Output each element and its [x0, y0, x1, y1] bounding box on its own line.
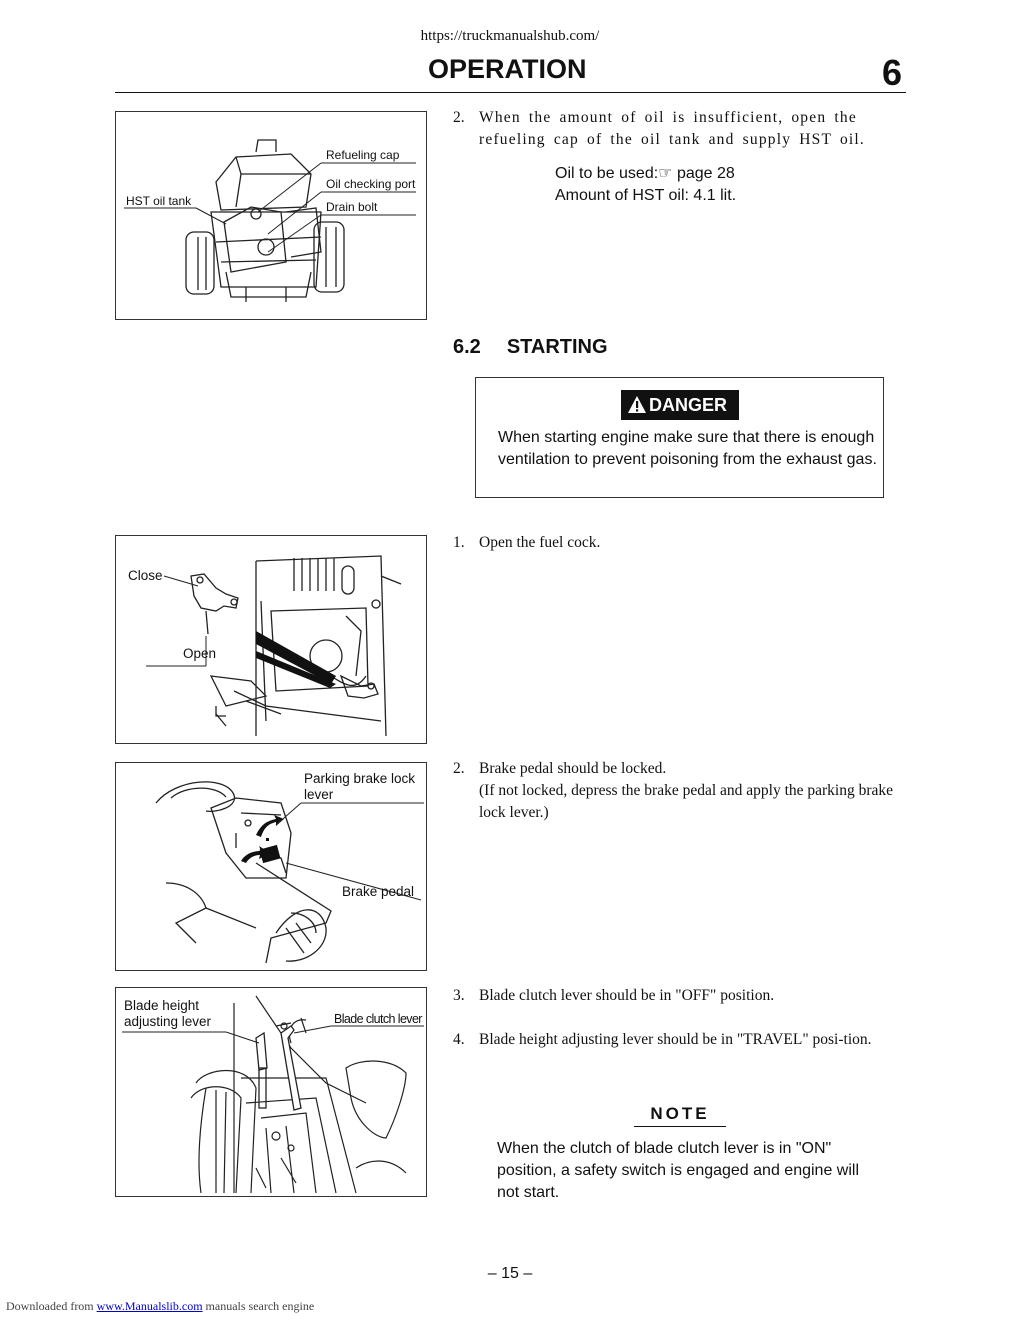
label-drain-bolt: Drain bolt: [326, 200, 378, 214]
section-number: 6.2: [453, 336, 481, 358]
step-text-block: [479, 758, 909, 824]
step-subtext: (If not locked, depress the brake pedal and apply the parking brake lock lever.): [479, 782, 894, 821]
note-heading: NOTE: [634, 1104, 726, 1127]
danger-label: [621, 390, 739, 420]
chapter-number: 6: [882, 52, 903, 93]
step-text: When the amount of oil is insufficient, open the refueling cap of the oil tank and supply HST oil.: [479, 109, 865, 148]
step-number: 2.: [453, 760, 465, 777]
source-url: https://truckmanualshub.com/: [420, 28, 600, 44]
label-brake-pedal: Brake pedal: [342, 884, 415, 899]
step-brake: [453, 758, 913, 828]
note-text: When the clutch of blade clutch lever is in "ON" position, a safety switch is engaged and engine will not start.: [497, 1140, 859, 1201]
step-number: 2.: [453, 109, 465, 126]
section-title: STARTING: [506, 336, 608, 358]
manualslib-link[interactable]: www.Manualslib.com: [96, 1299, 203, 1313]
label-open: Open: [183, 646, 217, 661]
step-blade-height: [453, 1029, 913, 1077]
oil-amount: Amount of HST oil: 4.1 lit.: [555, 187, 737, 204]
label-blade-height-adjusting-lever: Blade height adjusting lever: [124, 998, 212, 1029]
section-heading: [453, 336, 608, 359]
step-number: 1.: [453, 534, 465, 551]
label-parking-brake-lock-lever: Parking brake lock lever: [304, 771, 416, 802]
step-text: Blade clutch lever should be in "OFF" position.: [479, 987, 775, 1004]
step-number: 4.: [453, 1031, 465, 1048]
figure-fuel-cock: [115, 535, 427, 744]
page-number: – 15 –: [487, 1265, 533, 1282]
figure-blade-levers: [115, 987, 427, 1197]
step-text: Brake pedal should be locked.: [479, 760, 667, 777]
danger-label-text: DANGER: [649, 395, 728, 415]
hst-tank-illustration: [116, 112, 426, 319]
page-title: OPERATION: [428, 54, 587, 84]
oil-to-be-used: Oil to be used:☞ page 28: [555, 165, 735, 182]
step-text: Open the fuel cock.: [479, 534, 601, 551]
figure-parking-brake: [115, 762, 427, 971]
footer-suffix: manuals search engine: [205, 1299, 315, 1313]
step-text: Blade height adjusting lever should be in "TRAVEL" posi-tion.: [479, 1031, 872, 1048]
header-rule: [115, 92, 906, 93]
step-blade-clutch: [453, 985, 913, 1009]
step-number: 3.: [453, 987, 465, 1004]
label-hst-oil-tank: HST oil tank: [126, 194, 192, 208]
footer-prefix: Downloaded from: [6, 1299, 94, 1313]
label-blade-clutch-lever: Blade clutch lever: [334, 1012, 422, 1026]
download-footer: [6, 1299, 314, 1314]
label-oil-checking-port: Oil checking port: [326, 177, 416, 191]
warning-triangle-icon: [627, 395, 647, 414]
step-oil-refill: [453, 107, 913, 157]
label-close: Close: [128, 568, 163, 583]
danger-box: [475, 377, 884, 498]
label-refueling-cap: Refueling cap: [326, 148, 400, 162]
figure-hst-oil-tank: [115, 111, 427, 320]
danger-text: When starting engine make sure that there is enough ventilation to prevent poisoning from the exhaust gas.: [498, 429, 877, 468]
step-fuel-cock: [453, 532, 913, 556]
